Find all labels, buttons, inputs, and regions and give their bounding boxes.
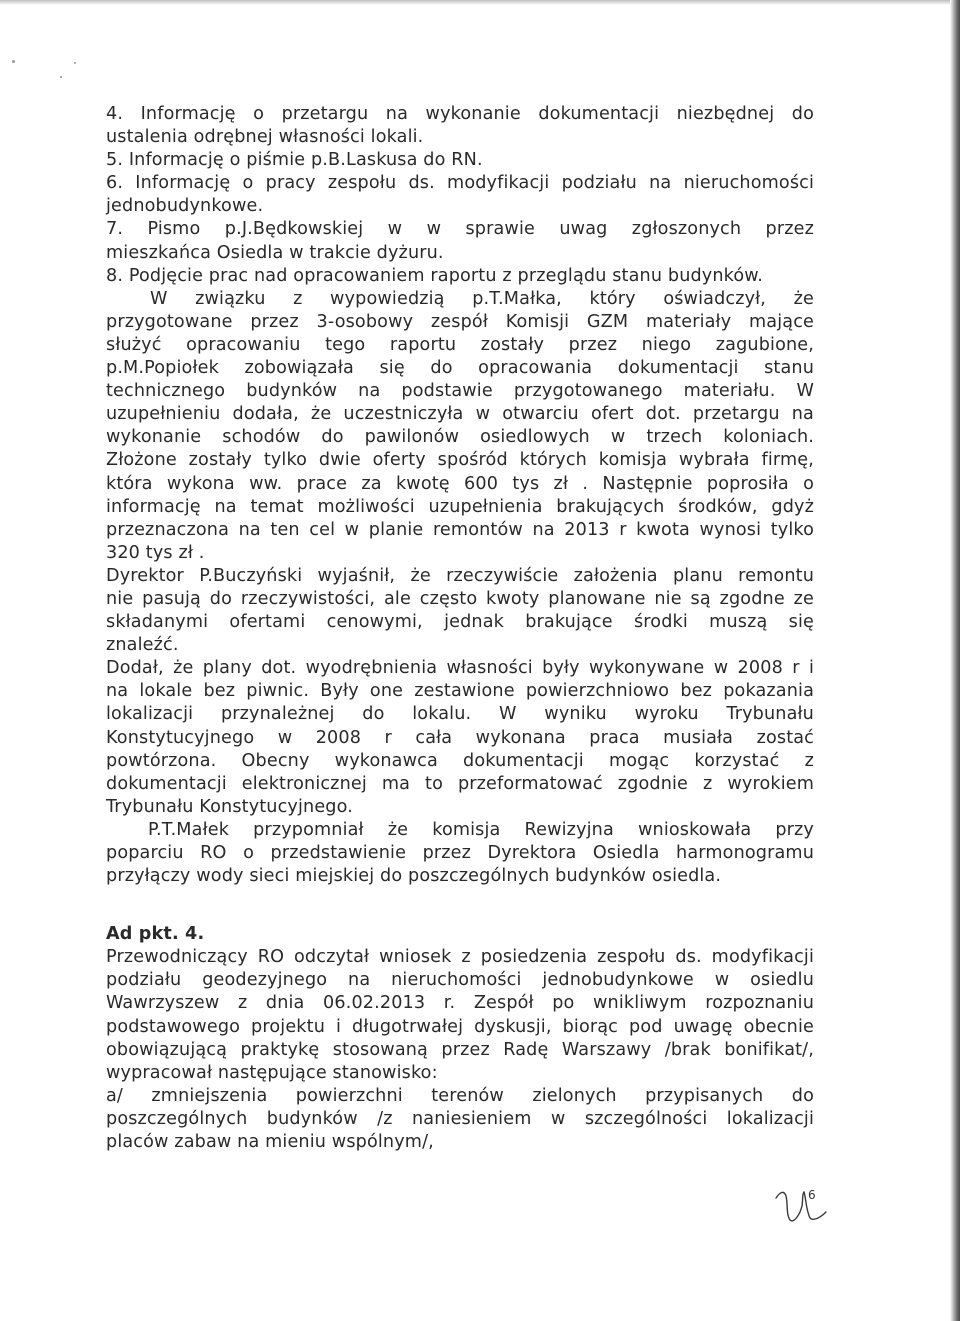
text-line: podziału geodezyjnego na nieruchomości jednobudynkowe w osiedlu (106, 970, 814, 991)
text-line: 4. Informację o przetargu na wykonanie dokumentacji niezbędnej do (106, 104, 814, 124)
text-line: Trybunału Konstytucyjnego. (106, 796, 353, 817)
text-line: podstawowego projektu i długotrwałej dyskusji, biorąc pod uwagę obecnie (106, 1016, 814, 1037)
text-line: Wawrzyszew z dnia 06.02.2013 r. Zespół po wnikliwym rozpoznaniu (106, 993, 814, 1014)
text-line: placów zabaw na mieniu wspólnym/, (106, 1132, 434, 1153)
text-line: przygotowane przez 3-osobowy zespół Komisji GZM materiały mające (106, 311, 814, 332)
text-line: wypracował następujące stanowisko: (106, 1062, 438, 1083)
scan-speck (60, 76, 62, 78)
section-heading: Ad pkt. 4. (106, 924, 205, 945)
page-number: 6 (808, 1188, 816, 1202)
text-line: jednobudynkowe. (106, 196, 264, 217)
text-line: uzupełnieniu dodała, że uczestniczyła w otwarciu ofert dot. przetargu na (106, 404, 814, 425)
paragraph-gap (106, 888, 814, 923)
scan-speck (74, 62, 76, 64)
text-line: powtórzona. Obecny wykonawca dokumentacji mogąc korzystać z (106, 750, 814, 771)
text-line: P.T.Małek przypomniał że komisja Rewizyjna wnioskowała przy (148, 819, 814, 840)
scan-speck (12, 60, 15, 63)
text-line: ustalenia odrębnej własności lokali. (106, 127, 424, 148)
text-line: 7. Pismo p.J.Będkowskiej w w sprawie uwag zgłoszonych przez (106, 219, 814, 240)
text-line: poparciu RO o przedstawienie przez Dyrektora Osiedla harmonogramu (106, 843, 814, 863)
text-line: Dodał, że plany dot. wyodrębnienia własności były wykonywane w 2008 r i (106, 658, 814, 679)
text-line: która wykona ww. prace za kwotę 600 tys zł . Następnie poprosiła o (106, 473, 814, 494)
text-line: nie pasują do rzeczywistości, ale często kwoty planowane nie są zgodne ze (106, 588, 814, 609)
text-line: znaleźć. (106, 635, 179, 656)
document-body (106, 103, 814, 1154)
text-line: składanymi ofertami cenowymi, jednak brakujące środki muszą się (106, 612, 814, 633)
text-line: informację na temat możliwości uzupełnienia brakujących środków, gdyż (106, 496, 814, 517)
text-line: służyć opracowaniu tego raportu zostały przez niego zagubione, (106, 334, 814, 355)
text-line: Złożone zostały tylko dwie oferty spośród których komisja wybrała firmę, (106, 450, 814, 471)
text-line: 6. Informację o pracy zespołu ds. modyfikacji podziału na nieruchomości (106, 173, 814, 194)
text-line: przyłączy wody sieci miejskiej do poszczególnych budynków osiedla. (106, 866, 722, 887)
text-line: 5. Informację o piśmie p.B.Laskusa do RN. (106, 150, 483, 171)
text-line: dokumentacji elektronicznej ma to przeformatować zgodnie z wyrokiem (106, 773, 814, 794)
text-line: Dyrektor P.Buczyński wyjaśnił, że rzeczywiście założenia planu remontu (106, 565, 814, 586)
text-line: Przewodniczący RO odczytał wniosek z posiedzenia zespołu ds. modyfikacji (106, 947, 814, 968)
text-line: przeznaczona na ten cel w planie remontów na 2013 r kwota wynosi tylko (106, 519, 814, 540)
text-line: mieszkańca Osiedla w trakcie dyżuru. (106, 242, 444, 263)
scan-edge-right (950, 0, 960, 1321)
text-line: W związku z wypowiedzią p.T.Małka, który oświadczył, że (150, 288, 814, 309)
scan-edge-top (0, 0, 960, 5)
text-line: 320 tys zł . (106, 542, 205, 563)
text-line: wykonanie schodów do pawilonów osiedlowych w trzech koloniach. (106, 427, 814, 448)
text-line: Konstytucyjnego w 2008 r cała wykonana praca musiała zostać (106, 727, 814, 748)
text-line: 8. Podjęcie prac nad opracowaniem raportu z przeglądu stanu budynków. (106, 265, 763, 286)
text-line: obowiązującą praktykę stosowaną przez Radę Warszawy /brak bonifikat/, (106, 1039, 814, 1060)
handwritten-initials-mark (770, 1180, 830, 1226)
text-line: technicznego budynków na podstawie przygotowanego materiału. W (106, 381, 814, 402)
text-line: na lokale bez piwnic. Były one zestawione powierzchniowo bez pokazania (106, 681, 814, 702)
text-line: a/ zmniejszenia powierzchni terenów zielonych przypisanych do (106, 1085, 814, 1106)
text-line: poszczególnych budynków /z naniesieniem w szczególności lokalizacji (106, 1108, 814, 1129)
text-line: p.M.Popiołek zobowiązała się do opracowania dokumentacji stanu (106, 358, 814, 379)
text-line: lokalizacji przynależnej do lokalu. W wyniku wyroku Trybunału (106, 704, 814, 725)
